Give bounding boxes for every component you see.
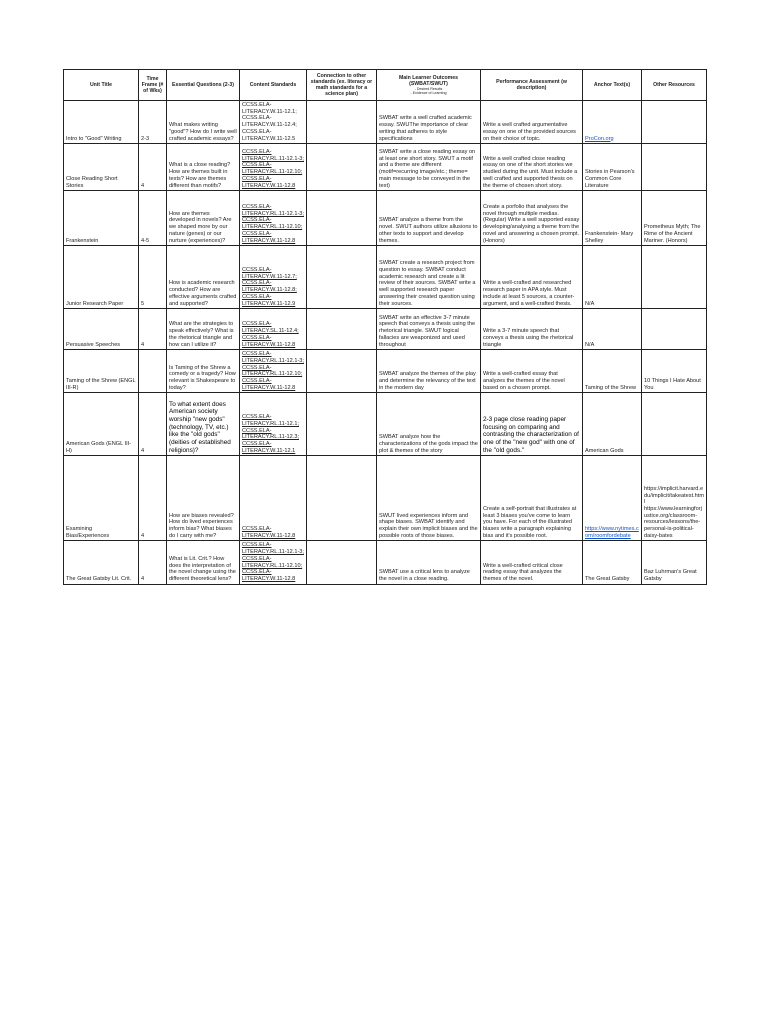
unit-title: Close Reading Short Stories — [64, 144, 139, 191]
learner-outcomes: SWBAT analyze how the characterizations of the gods impact the plot & themes of the story — [377, 393, 481, 456]
header-essential-questions: Essential Questions (2-3) — [167, 70, 240, 101]
header-outcomes-sub2: - Evidence of Learning — [410, 91, 447, 96]
table-row — [64, 393, 707, 456]
learner-outcomes: SWBAT create a research project from question to essay. SWBAT conduct academic research and create a lit review of their sources. SWBAT write a well supported research paper answering their created question using their sources. — [377, 246, 481, 309]
header-other: Other Resources — [642, 70, 707, 101]
learner-outcomes: SWBAT write a well crafted academic essay. SWUThe importance of clear writing that adheres to style specifications — [377, 101, 481, 144]
time-frame: 4 — [139, 144, 167, 191]
other-resources — [642, 246, 707, 309]
performance-assessment: Write a well-crafted and researched research paper in APA style. Must include at least 5 sources, a counter-argument, and a well-crafted thesis. — [481, 246, 583, 309]
unit-title: Frankenstein — [64, 191, 139, 246]
performance-assessment: Write a well crafted argumentative essay on one of the provided sources on their choice of topic. — [481, 101, 583, 144]
content-standards: CCSS.ELA-LITERACY.RL.11-12.1-3; CCSS.ELA-LITERACY.RL.11-12.10; CCSS.ELA-LITERACY.W.11-12.8 — [240, 191, 307, 246]
other-resources: https://implicit.harvard.edu/implicit/takeatest.html https://www.learningforjustice.org/classroom-resources/lessons/the-personal-is-political-daisy-bates — [642, 456, 707, 541]
header-outcomes-sub1: - Desired Results — [414, 87, 443, 92]
connection-standards — [307, 541, 377, 584]
unit-title: Intro to "Good" Writing — [64, 101, 139, 144]
performance-assessment: Write a well crafted close reading essay on one of the short stories we studied during the unit. Must include a well crafted and supported thesis on the theme of chosen short story. — [481, 144, 583, 191]
connection-standards — [307, 191, 377, 246]
time-frame: 2-3 — [139, 101, 167, 144]
performance-assessment: Write a 3-7 minute speech that conveys a thesis using the rhetorical triangle — [481, 309, 583, 350]
header-unit-title: Unit Title — [64, 70, 139, 101]
learner-outcomes: SWBAT write a close reading essay on at least one short story. SWUT a motif and a theme are different (motif=recurring image/etc.; theme= main message to be conveyed in the text) — [377, 144, 481, 191]
other-resources — [642, 144, 707, 191]
header-time-frame: Time Frame (# of Wks) — [139, 70, 167, 101]
learner-outcomes: SWBAT analyze the themes of the play and determine the relevancy of the text in the modern day — [377, 350, 481, 393]
content-standards: CCSS.ELA-LITERACY.RL.11-12.1-3; CCSS.ELA-LITERACY.RL.11-12.10; CCSS.ELA-LITERACY.W.11-12.8 — [240, 144, 307, 191]
connection-standards — [307, 456, 377, 541]
essential-questions: How is academic research conducted? How are effective arguments crafted and supported? — [167, 246, 240, 309]
table-row — [64, 101, 707, 144]
unit-title: The Great Gatsby Lit. Crit. — [64, 541, 139, 584]
learner-outcomes: SWBAT analyze a theme from the novel. SWUT authors utilize allusions to other texts to support and develop themes. — [377, 191, 481, 246]
connection-standards — [307, 101, 377, 144]
performance-assessment: Write a well-crafted essay that analyzes the themes of the novel based on a chosen prompt. — [481, 350, 583, 393]
connection-standards — [307, 144, 377, 191]
header-content-standards: Content Standards — [240, 70, 307, 101]
connection-standards — [307, 309, 377, 350]
procon-link[interactable]: ProCon.org — [585, 135, 614, 142]
performance-assessment: Create a self-portrait that illustrates at least 3 biases you've come to learn you have. For each of the illustrated biases write a paragraph explaining bias and it's possible root. — [481, 456, 583, 541]
learner-outcomes: SWBAT use a critical lens to analyze the novel in a close reading. — [377, 541, 481, 584]
anchor-text: Stories in Pearson's Common Core Literature — [583, 144, 642, 191]
learner-outcomes: SWUT lived experiences inform and shape biases. SWBAT identify and explain their own implicit biases and the possible roots of those biases. — [377, 456, 481, 541]
anchor-text: N/A — [583, 309, 642, 350]
other-resources: Prometheus Myth; The Rime of the Ancient Mariner. (Honors) — [642, 191, 707, 246]
header-outcomes-title: Main Learner Outcomes (SWBAT/SWUT) — [398, 74, 459, 87]
header-anchor: Anchor Text(s) — [583, 70, 642, 101]
other-resources — [642, 101, 707, 144]
essential-questions: What is a close reading? How are themes built in texts? How are themes different than motifs? — [167, 144, 240, 191]
content-standards: CCSS.ELA-LITERACY.W.11-12.1; CCSS.ELA-LITERACY.W.11-12.4; CCSS.ELA-LITERACY.W.11-12.5 — [240, 101, 307, 144]
unit-title: Junior Research Paper — [64, 246, 139, 309]
header-assessment: Performance Assessment (w description) — [481, 70, 583, 101]
table-row — [64, 309, 707, 350]
time-frame: 4 — [139, 309, 167, 350]
nytimes-link[interactable]: https://www.nytimes.com/roomfordebate — [585, 526, 639, 539]
learner-outcomes: SWBAT write an effective 3-7 minute speech that conveys a thesis using the rhetorical triangle. SWUT logical fallacies are weaponized and used throughout — [377, 309, 481, 350]
content-standards: CCSS.ELA-LITERACY.RL.11-12.1; CCSS.ELA-LITERACY.RL.11-12.3; CCSS.ELA-LITERACY.W.11-12.1 — [240, 393, 307, 456]
time-frame: 4 — [139, 456, 167, 541]
time-frame: 4-5 — [139, 191, 167, 246]
unit-title: Persuasive Speeches — [64, 309, 139, 350]
table-row — [64, 456, 707, 541]
anchor-text: American Gods — [583, 393, 642, 456]
table-row — [64, 541, 707, 584]
content-standards: CCSS.ELA-LITERACY.RL.11-12.1-3; CCSS.ELA-LITERACY.RL.11-12.10; CCSS.ELA-LITERACY.W.11-12.8 — [240, 350, 307, 393]
time-frame: 4 — [139, 393, 167, 456]
time-frame: 5 — [139, 246, 167, 309]
essential-questions: To what extent does American society worship "new gods" (technology, TV, etc.) like the "old gods" (deities of established religions)? — [167, 393, 240, 456]
content-standards: CCSS.ELA-LITERACY.SL.11-12.4; CCSS.ELA-LITERACY.W.11-12.8 — [240, 309, 307, 350]
content-standards: CCSS.ELA-LITERACY.W.11-12.8 — [240, 456, 307, 541]
performance-assessment: 2-3 page close reading paper focusing on comparing and contrasting the characterization of one of the "new god" with one of the "old gods." — [481, 393, 583, 456]
essential-questions: How are themes developed in novels? Are we shaped more by our nature (genes) or our nurture (experiences)? — [167, 191, 240, 246]
header-connection: Connection to other standards (ex. literacy or math standards for a science plan) — [307, 70, 377, 101]
anchor-text: The Great Gatsby — [583, 541, 642, 584]
essential-questions: What makes writing "good"? How do I write well crafted academic essays? — [167, 101, 240, 144]
connection-standards — [307, 393, 377, 456]
essential-questions: How are biases revealed? How do lived experiences inform bias? What biases do I carry with me? — [167, 456, 240, 541]
content-standards: CCSS.ELA-LITERACY.W.11-12.7; CCSS.ELA-LITERACY.W.11-12.8; CCSS.ELA-LITERACY.W.11-12.9 — [240, 246, 307, 309]
unit-title: Examining Bias/Experiences — [64, 456, 139, 541]
table-row — [64, 191, 707, 246]
connection-standards — [307, 350, 377, 393]
anchor-text — [583, 101, 642, 144]
time-frame: 4 — [139, 541, 167, 584]
curriculum-table — [63, 69, 707, 585]
essential-questions: What is Lit. Crit.? How does the interpretation of the novel change using the different theoretical lens? — [167, 541, 240, 584]
performance-assessment: Write a well-crafted critical close reading essay that analyzes the themes of the novel. — [481, 541, 583, 584]
unit-title: Taming of the Shrew (ENGL III-R) — [64, 350, 139, 393]
other-resources — [642, 309, 707, 350]
table-row — [64, 246, 707, 309]
performance-assessment: Create a porfolio that analyses the novel through multiple medias. (Regular) Write a well supported essay developing/analysing a theme from the novel and answering a chosen prompt. (Honors) — [481, 191, 583, 246]
time-frame — [139, 350, 167, 393]
content-standards: CCSS.ELA-LITERACY.RL.11-12.1-3; CCSS.ELA-LITERACY.RL.11-12.10; CCSS.ELA-LITERACY.W.11-12.8 — [240, 541, 307, 584]
header-row — [64, 70, 707, 101]
table-row — [64, 350, 707, 393]
other-resources — [642, 393, 707, 456]
header-outcomes — [377, 70, 481, 101]
table-row — [64, 144, 707, 191]
essential-questions: Is Taming of the Shrew a comedy or a tragedy? How relevant is Shakespeare to today? — [167, 350, 240, 393]
anchor-text: Frankenstein- Mary Shelley — [583, 191, 642, 246]
essential-questions: What are the strategies to speak effectively? What is the rhetorical triangle and how can I utilize it? — [167, 309, 240, 350]
unit-title: American Gods (ENGL III-H) — [64, 393, 139, 456]
other-resources: 10 Things I Hate About You — [642, 350, 707, 393]
other-resources: Baz Luhrman's Great Gatsby — [642, 541, 707, 584]
anchor-text: Taming of the Shrew — [583, 350, 642, 393]
anchor-text: N/A — [583, 246, 642, 309]
anchor-text — [583, 456, 642, 541]
connection-standards — [307, 246, 377, 309]
